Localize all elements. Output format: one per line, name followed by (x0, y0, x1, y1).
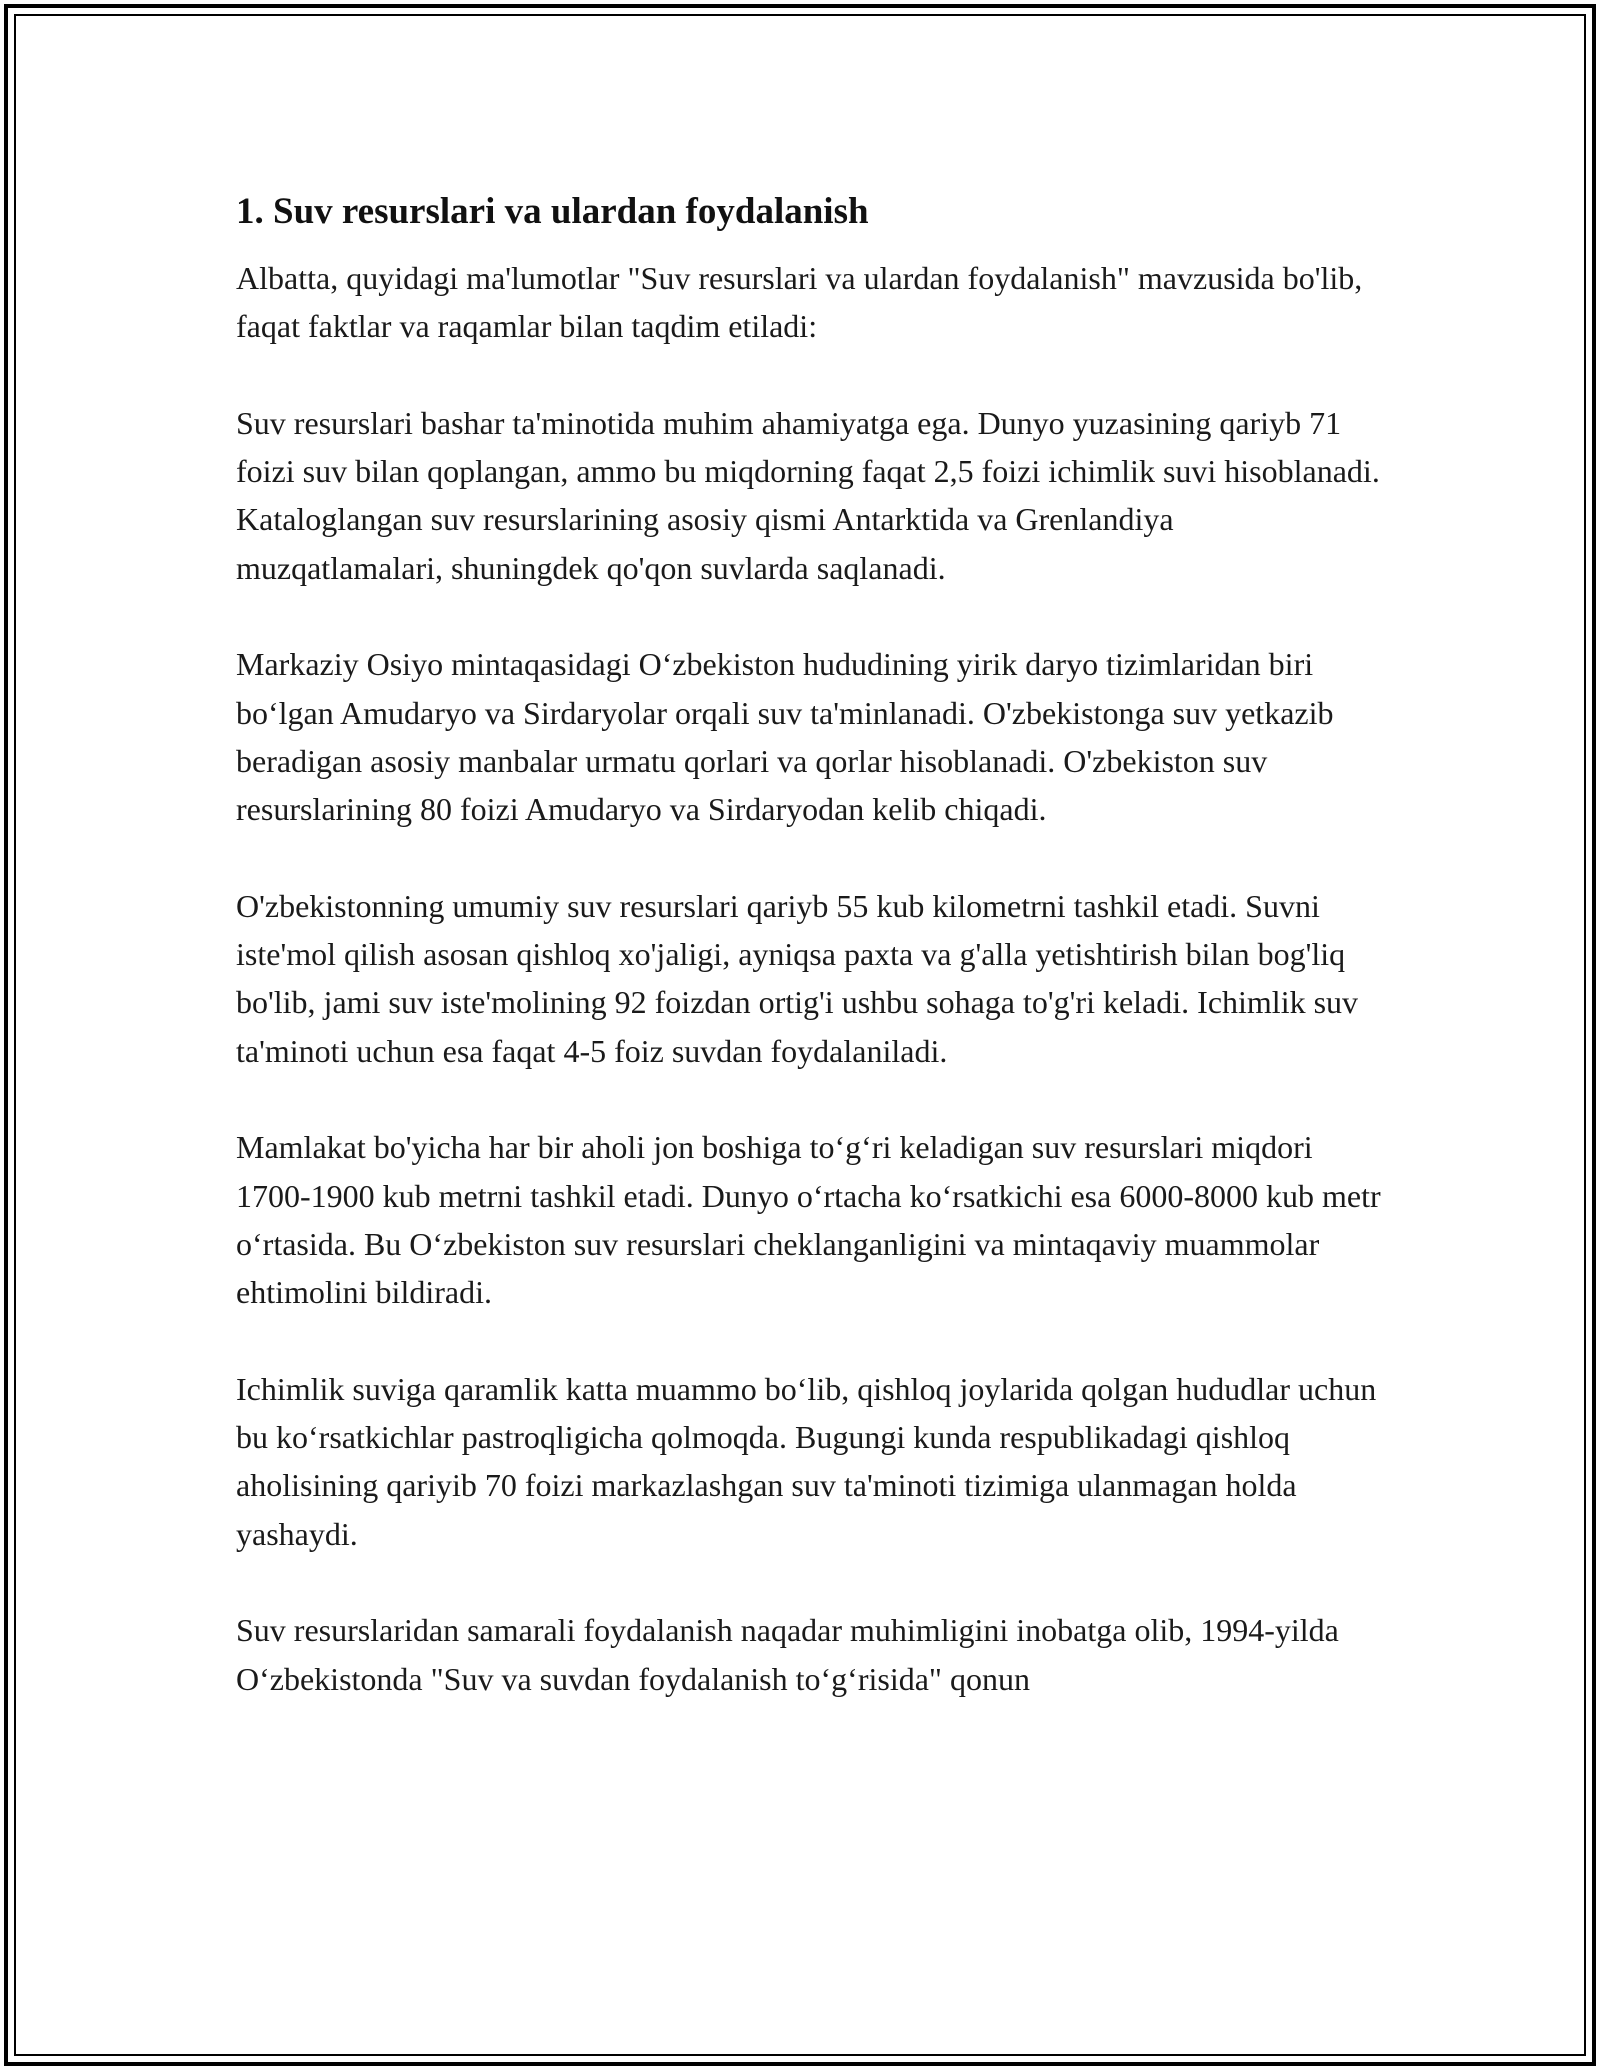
paragraph-central-asia-rivers: Markaziy Osiyo mintaqasidagi O‘zbekiston hududining yirik daryo tizimlaridan biri bo‘lgan Amudaryo va Sirdaryolar orqali suv ta'minlanadi. O'zbekistonga suv yetkazib beradigan asosiy manbalar urmatu qorlari va qorlar hisoblanadi. O'zbekiston suv resurslarining 80 foizi Amudaryo va Sirdaryodan kelib chiqadi. (236, 646, 1334, 828)
paragraph-total-resources: O'zbekistonning umumiy suv resurslari qariyb 55 kub kilometrni tashkil etadi. Suvni iste'mol qilish asosan qishloq xo'jaligi, ayniqsa paxta va g'alla yetishtirish bilan bog'liq bo'lib, jami suv iste'molining 92 foizdan ortig'i ushbu sohaga to'g'ri keladi. Ichimlik suv ta'minoti uchun esa faqat 4-5 foiz suvdan foydalaniladi. (236, 887, 1359, 1069)
paragraph-per-capita: Mamlakat bo'yicha har bir aholi jon boshiga to‘g‘ri keladigan suv resurslari miqdori 1700-1900 kub metrni tashkil etadi. Dunyo o‘rtacha ko‘rsatkichi esa 6000-8000 kub metr o‘rtasida. Bu O‘zbekiston suv resurslari cheklanganligini va mintaqaviy muammolar ehtimolini bildiradi. (236, 1129, 1381, 1311)
paragraph-drinking-water: Ichimlik suviga qaramlik katta muammo bo‘lib, qishloq joylarida qolgan hududlar uchun bu ko‘rsatkichlar pastroqligicha qolmoqda. Bugungi kunda respublikadagi qishloq aholisining qariyib 70 foizi markazlashgan suv ta'minoti tizimiga ulanmagan holda yashaydi. (236, 1370, 1377, 1552)
paragraph-water-law: Suv resurslaridan samarali foydalanish naqadar muhimligini inobatga olib, 1994-yilda O‘zbekistonda "Suv va suvdan foydalanish to‘g‘risida" qonun (236, 1612, 1339, 1697)
paragraph-global-water: Suv resurslari bashar ta'minotida muhim ahamiyatga ega. Dunyo yuzasining qariyb 71 foizi suv bilan qoplangan, ammo bu miqdorning faqat 2,5 foizi ichimlik suvi hisoblanadi. Kataloglangan suv resurslarining asosiy qismi Antarktida va Grenlandiya muzqatlamalari, shuningdek qo'qon suvlarda saqlanadi. (236, 404, 1380, 586)
paragraph-intro: Albatta, quyidagi ma'lumotlar "Suv resurslari va ulardan foydalanish" mavzusida bo'lib, faqat faktlar va raqamlar bilan taqdim etiladi: (236, 260, 1363, 345)
document-title: 1. Suv resurslari va ulardan foydalanish (236, 191, 869, 232)
document-body (236, 186, 1386, 1751)
